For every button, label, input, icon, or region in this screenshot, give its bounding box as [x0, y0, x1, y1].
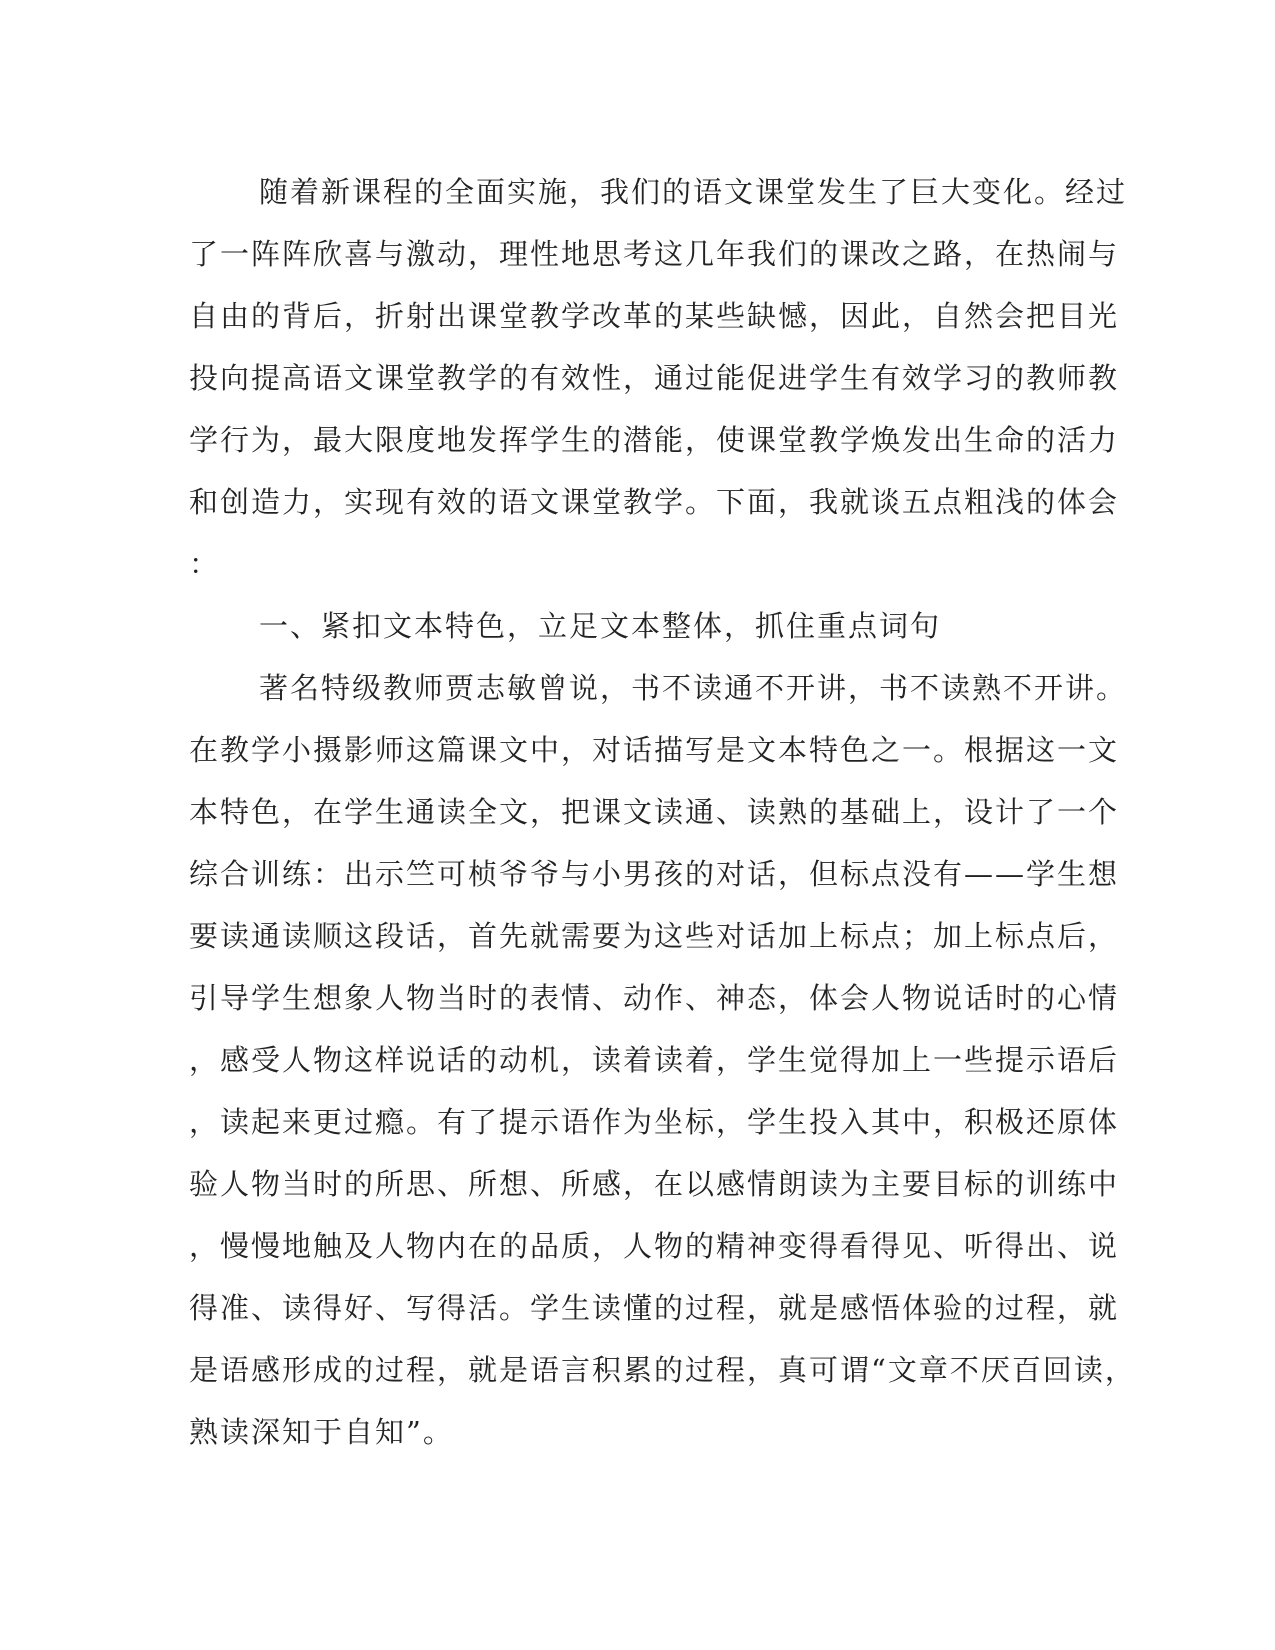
paragraph-line: 随着新课程的全面实施，我们的语文课堂发生了巨大变化。经过 [259, 175, 1128, 209]
document-body [189, 161, 1136, 1463]
paragraph-line: ，读起来更过瘾。有了提示语作为坐标，学生投入其中，积极还原体 [189, 1105, 1120, 1139]
paragraph-line: 是语感形成的过程，就是语言积累的过程，真可谓“文章不厌百回读， [189, 1353, 1136, 1387]
paragraph-line: 本特色，在学生通读全文，把课文读通、读熟的基础上，设计了一个 [189, 795, 1120, 829]
paragraph-line: ，慢慢地触及人物内在的品质，人物的精神变得看得见、听得出、说 [189, 1229, 1120, 1263]
paragraph-line: 熟读深知于自知”。 [189, 1415, 454, 1449]
paragraph-line: 了一阵阵欣喜与激动，理性地思考这几年我们的课改之路，在热闹与 [189, 237, 1120, 271]
paragraph-line: 和创造力，实现有效的语文课堂教学。下面，我就谈五点粗浅的体会 [189, 485, 1120, 519]
paragraph-line: 要读通读顺这段话，首先就需要为这些对话加上标点；加上标点后， [189, 919, 1120, 953]
paragraph-line: 引导学生想象人物当时的表情、动作、神态，体会人物说话时的心情 [189, 981, 1120, 1015]
paragraph-line: 验人物当时的所思、所想、所感，在以感情朗读为主要目标的训练中 [189, 1167, 1120, 1201]
paragraph-line: 自由的背后，折射出课堂教学改革的某些缺憾，因此，自然会把目光 [189, 299, 1120, 333]
paragraph-line: ： [189, 547, 221, 581]
paragraph-line: 综合训练：出示竺可桢爷爷与小男孩的对话，但标点没有——学生想 [189, 857, 1120, 891]
paragraph-line: 在教学小摄影师这篇课文中，对话描写是文本特色之一。根据这一文 [189, 733, 1120, 767]
paragraph-line: 投向提高语文课堂教学的有效性，通过能促进学生有效学习的教师教 [189, 361, 1120, 395]
section-heading-text: 一、紧扣文本特色，立足文本整体，抓住重点词句 [259, 609, 942, 643]
intro-paragraph [189, 161, 1128, 595]
paragraph-line: ，感受人物这样说话的动机，读着读着，学生觉得加上一些提示语后 [189, 1043, 1120, 1077]
paragraph-line: 著名特级教师贾志敏曾说，书不读通不开讲，书不读熟不开讲。 [259, 671, 1128, 705]
paragraph-line: 学行为，最大限度地发挥学生的潜能，使课堂教学焕发出生命的活力 [189, 423, 1120, 457]
section-body-paragraph [189, 657, 1136, 1463]
paragraph-line: 得准、读得好、写得活。学生读懂的过程，就是感悟体验的过程，就 [189, 1291, 1120, 1325]
section-heading [189, 595, 1069, 657]
